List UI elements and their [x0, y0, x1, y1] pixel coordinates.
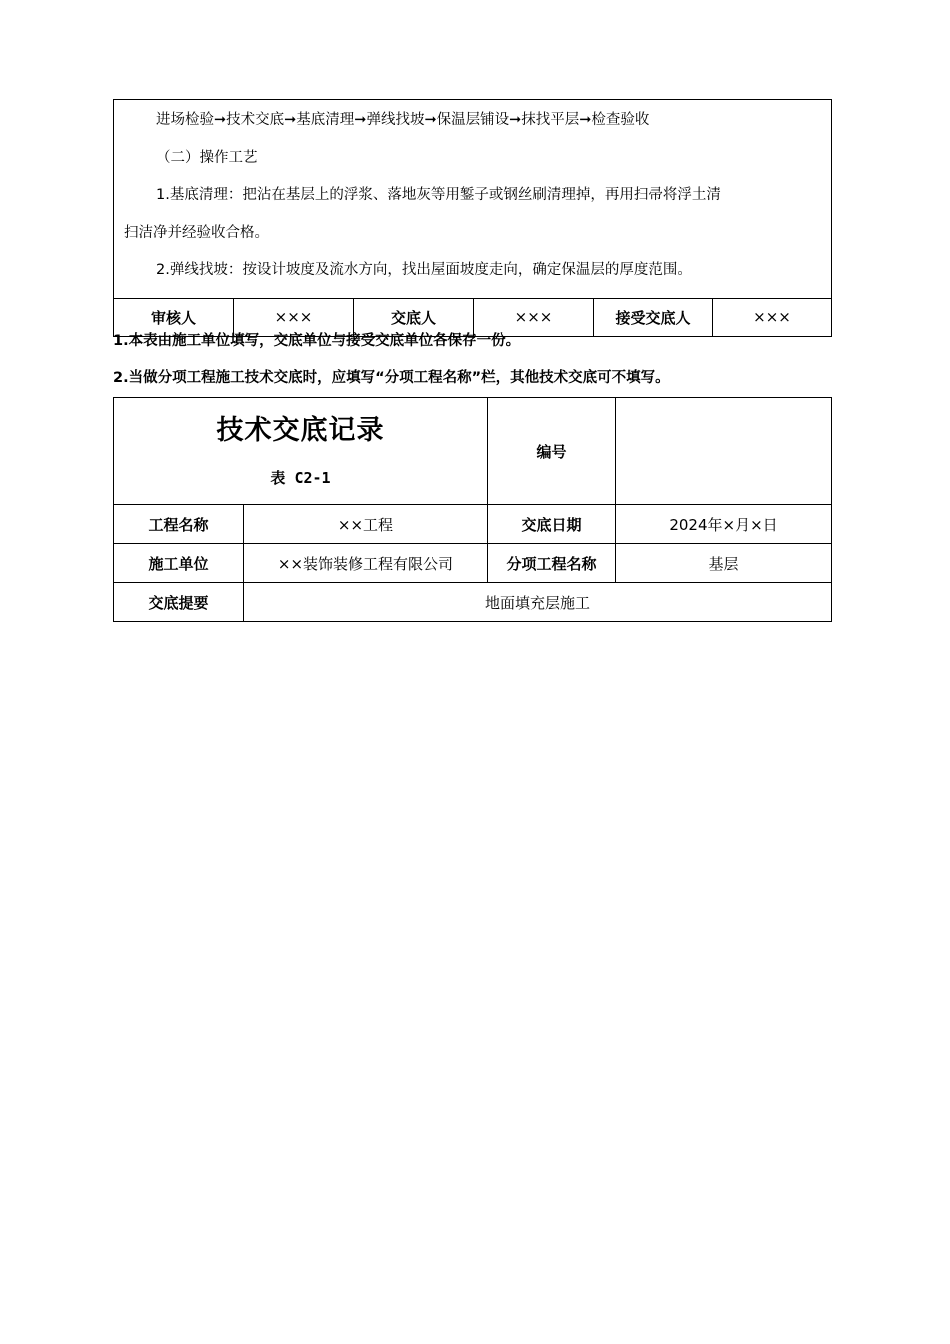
step-1-line-2: 扫洁净并经验收合格。	[124, 224, 269, 241]
date-label: 交底日期	[488, 505, 616, 544]
record-table	[113, 397, 832, 622]
date-value: 2024年×月×日	[616, 505, 832, 544]
project-name-value: ××工程	[244, 505, 488, 544]
form-number: 表 C2-1	[270, 469, 331, 487]
summary-value: 地面填充层施工	[244, 583, 832, 622]
process-table	[113, 99, 832, 337]
step-1-line-1: 1.基底清理：把沾在基层上的浮浆、落地灰等用錾子或钢丝刷清理掉，再用扫帚将浮土清	[156, 187, 721, 203]
number-label: 编号	[488, 398, 616, 505]
title-cell	[114, 398, 488, 505]
receiver-value: ×××	[713, 298, 832, 336]
process-content	[114, 100, 832, 299]
discloser-label: 交底人	[354, 298, 474, 336]
number-field	[616, 398, 832, 505]
receiver-label: 接受交底人	[594, 298, 713, 336]
contractor-value: ××装饰装修工程有限公司	[244, 544, 488, 583]
subproject-value: 基层	[616, 544, 832, 583]
discloser-value: ×××	[474, 298, 594, 336]
note-2: 2.当做分项工程施工技术交底时，应填写“分项工程名称”栏，其他技术交底可不填写。	[113, 370, 670, 386]
operation-subheading: （二）操作工艺	[156, 149, 258, 166]
contractor-label: 施工单位	[114, 544, 244, 583]
project-name-label: 工程名称	[114, 505, 244, 544]
reviewer-value: ×××	[234, 298, 354, 336]
summary-label: 交底提要	[114, 583, 244, 622]
document-title: 技术交底记录	[216, 415, 385, 446]
reviewer-label: 审核人	[114, 298, 234, 336]
note-1: 1.本表由施工单位填写，交底单位与接受交底单位各保存一份。	[113, 333, 521, 349]
process-flow: 进场检验➞技术交底➞基底清理➞弹线找坡➞保温层铺设➞抹找平层➞检查验收	[156, 112, 650, 128]
subproject-label: 分项工程名称	[488, 544, 616, 583]
step-2: 2.弹线找坡：按设计坡度及流水方向，找出屋面坡度走向，确定保温层的厚度范围。	[156, 262, 692, 278]
